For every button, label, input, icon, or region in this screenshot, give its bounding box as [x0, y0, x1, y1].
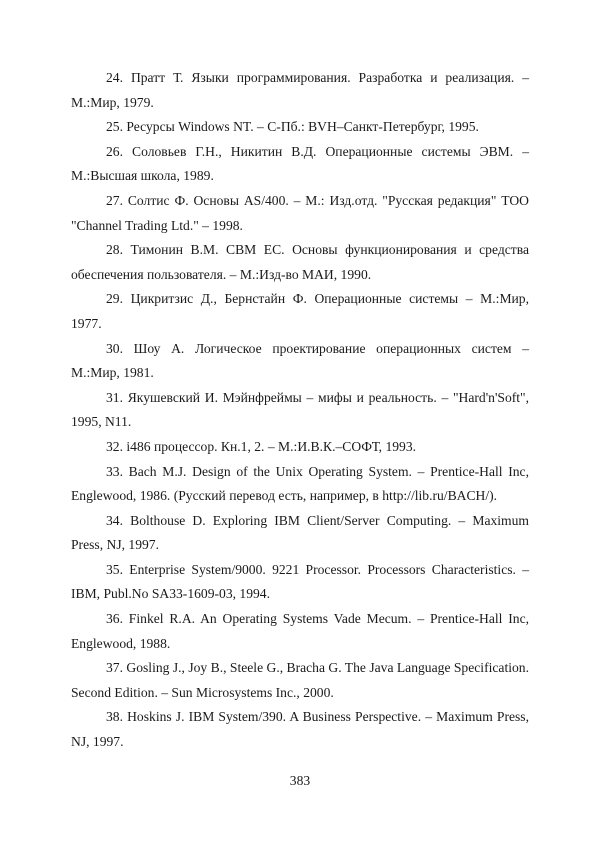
reference-entry: 31. Якушевский И. Мэйнфреймы – мифы и реальность. – "Hard'n'Soft", 1995, N11.	[71, 389, 529, 430]
reference-entry: 35. Enterprise System/9000. 9221 Processor. Processors Characteristics. – IBM, Publ.No SA33-1609-03, 1994.	[71, 561, 529, 602]
reference-entry: 25. Ресурсы Windows NT. – С-Пб.: BVH–Санкт-Петербург, 1995.	[106, 119, 479, 135]
reference-entry: 30. Шоу А. Логическое проектирование операционных систем – М.:Мир, 1981.	[71, 340, 529, 381]
reference-entry: 36. Finkel R.A. An Operating Systems Vade Mecum. – Prentice-Hall Inc, Englewood, 1988.	[71, 611, 529, 651]
reference-entry: 38. Hoskins J. IBM System/390. A Business Perspective. – Maximum Press, NJ, 1997.	[71, 709, 529, 750]
reference-entry: 24. Пратт Т. Языки программирования. Разработка и реализация. – М.:Мир, 1979.	[71, 70, 529, 110]
reference-entry: 29. Цикритзис Д., Бернстайн Ф. Операционные системы – М.:Мир, 1977.	[71, 291, 529, 331]
reference-entry: 32. i486 процессор. Кн.1, 2. – М.:И.В.К.–СОФТ, 1993.	[106, 438, 417, 454]
page-number: 383	[289, 773, 311, 788]
reference-entry: 27. Солтис Ф. Основы AS/400. – М.: Изд.отд. "Русская редакция" ТОО "Channel Trading Ltd." – 1998.	[71, 192, 529, 233]
reference-list	[71, 66, 529, 755]
reference-entry: 37. Gosling J., Joy B., Steele G., Bracha G. The Java Language Specification. Second Edition. – Sun Microsystems Inc., 2000.	[71, 660, 529, 700]
reference-entry: 33. Bach M.J. Design of the Unix Operating System. – Prentice-Hall Inc, Englewood, 1986. (Русский перевод есть, например, в http://lib.ru/BACH/).	[71, 463, 529, 504]
reference-entry: 34. Bolthouse D. Exploring IBM Client/Server Computing. – Maximum Press, NJ, 1997.	[71, 512, 529, 553]
reference-entry: 26. Соловьев Г.Н., Никитин В.Д. Операционные системы ЭВМ. – М.:Высшая школа, 1989.	[71, 143, 529, 184]
reference-entry: 28. Тимонин В.М. СВМ ЕС. Основы функционирования и средства обеспечения пользователя. – М.:Изд-во МАИ, 1990.	[71, 242, 529, 282]
